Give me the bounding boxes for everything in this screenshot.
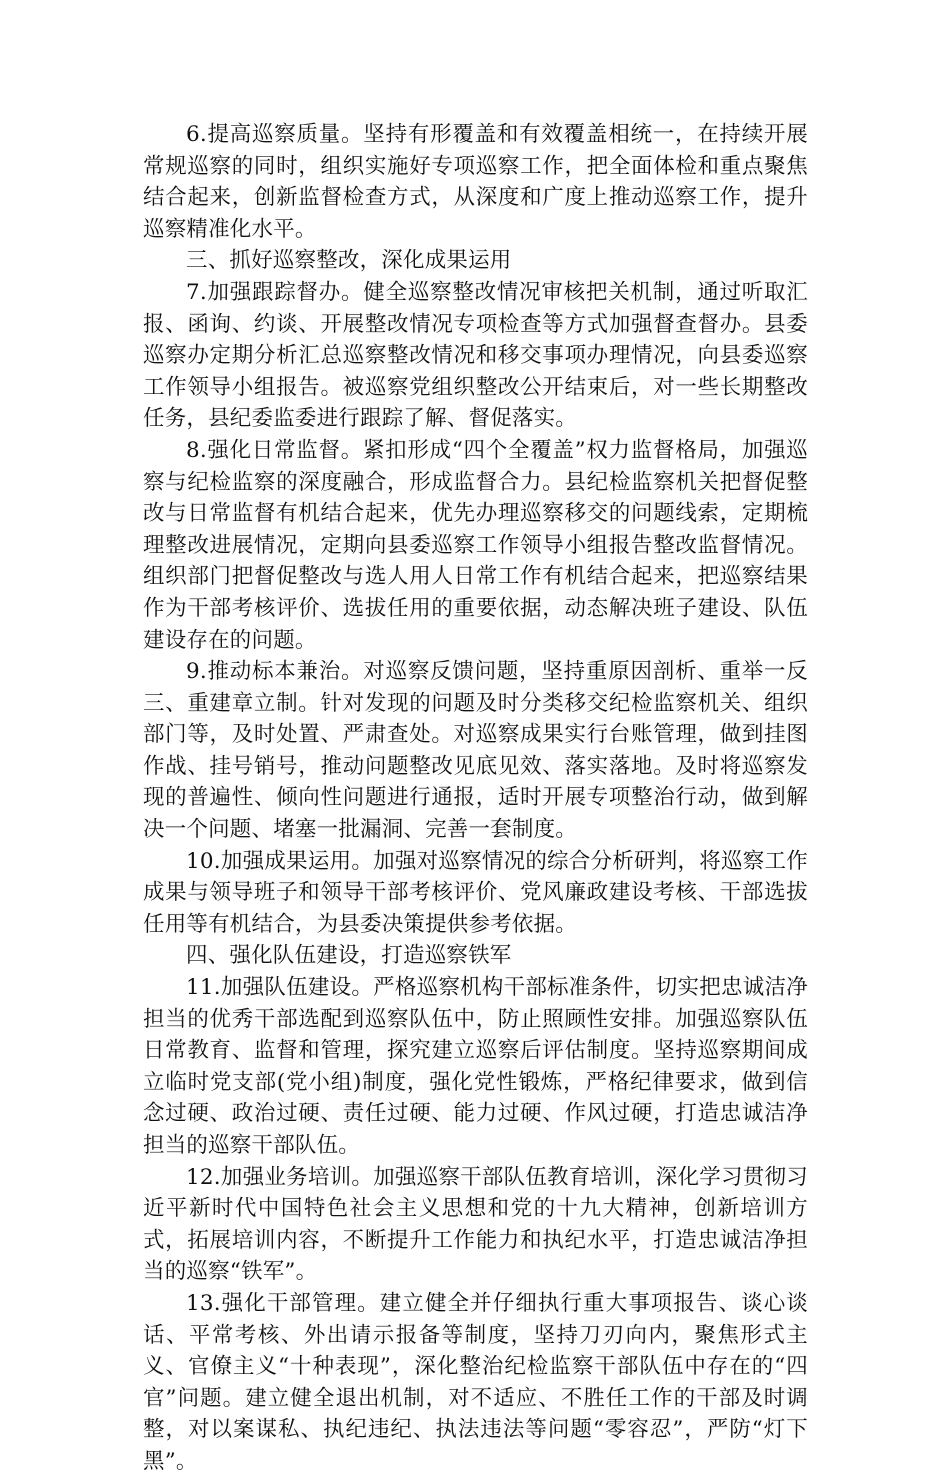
- section-heading-four: 四、强化队伍建设，打造巡察铁军: [186, 943, 512, 969]
- paragraph-item-9: 9.推动标本兼治。对巡察反馈问题，坚持重原因剖析、重举一反三、重建章立制。针对发现的问题及时分类移交纪检监察机关、组织部门等，及时处置、严肃查处。对巡察成果实行台账管理，做到挂图作战、挂号销号，推动问题整改见底见效、落实落地。及时将巡察发现的普遍性、倾向性问题进行通报，适时开展专项整治行动，做到解决一个问题、堵塞一批漏洞、完善一套制度。: [143, 659, 808, 843]
- paragraph-item-11: 11.加强队伍建设。严格巡察机构干部标准条件，切实把忠诚洁净担当的优秀干部选配到巡察队伍中，防止照顾性安排。加强巡察队伍日常教育、监督和管理，探究建立巡察后评估制度。坚持巡察期间成立临时党支部(党小组)制度，强化党性锻炼，严格纪律要求，做到信念过硬、政治过硬、责任过硬、能力过硬、作风过硬，打造忠诚洁净担当的巡察干部队伍。: [143, 975, 808, 1158]
- paragraph-item-12: 12.加强业务培训。加强巡察干部队伍教育培训，深化学习贯彻习近平新时代中国特色社会主义思想和党的十九大精神，创新培训方式，拓展培训内容，不断提升工作能力和执纪水平，打造忠诚洁净担当的巡察“铁军”。: [143, 1164, 808, 1285]
- paragraph-item-13: 13.强化干部管理。建立健全并仔细执行重大事项报告、谈心谈话、平常考核、外出请示报备等制度，坚持刀刃向内，聚焦形式主义、官僚主义“十种表现”，深化整治纪检监察干部队伍中存在的“四官”问题。建立健全退出机制，对不适应、不胜任工作的干部及时调整，对以案谋私、执纪违纪、执法违法等问题“零容忍”，严防“灯下黑”。: [143, 1290, 808, 1474]
- paragraph-item-8: 8.强化日常监督。紧扣形成“四个全覆盖”权力监督格局，加强巡察与纪检监察的深度融合，形成监督合力。县纪检监察机关把督促整改与日常监督有机结合起来，优先办理巡察移交的问题线索，定期梳理整改进展情况，定期向县委巡察工作领导小组报告整改监督情况。组织部门把督促整改与选人用人日常工作有机结合起来，把巡察结果作为干部考核评价、选拔任用的重要依据，动态解决班子建设、队伍建设存在的问题。: [143, 437, 808, 653]
- document-body: [143, 119, 808, 1478]
- paragraph-item-7: 7.加强跟踪督办。健全巡察整改情况审核把关机制，通过听取汇报、函询、约谈、开展整改情况专项检查等方式加强督查督办。县委巡察办定期分析汇总巡察整改情况和移交事项办理情况，向县委巡察工作领导小组报告。被巡察党组织整改公开结束后，对一些长期整改任务，县纪委监委进行跟踪了解、督促落实。: [143, 279, 808, 432]
- paragraph-item-6: 6.提高巡察质量。坚持有形覆盖和有效覆盖相统一，在持续开展常规巡察的同时，组织实施好专项巡察工作，把全面体检和重点聚焦结合起来，创新监督检查方式，从深度和广度上推动巡察工作，提升巡察精准化水平。: [143, 122, 808, 242]
- paragraph-item-10: 10.加强成果运用。加强对巡察情况的综合分析研判，将巡察工作成果与领导班子和领导干部考核评价、党风廉政建设考核、干部选拔任用等有机结合，为县委决策提供参考依据。: [143, 848, 808, 937]
- section-heading-three: 三、抓好巡察整改，深化成果运用: [186, 248, 512, 274]
